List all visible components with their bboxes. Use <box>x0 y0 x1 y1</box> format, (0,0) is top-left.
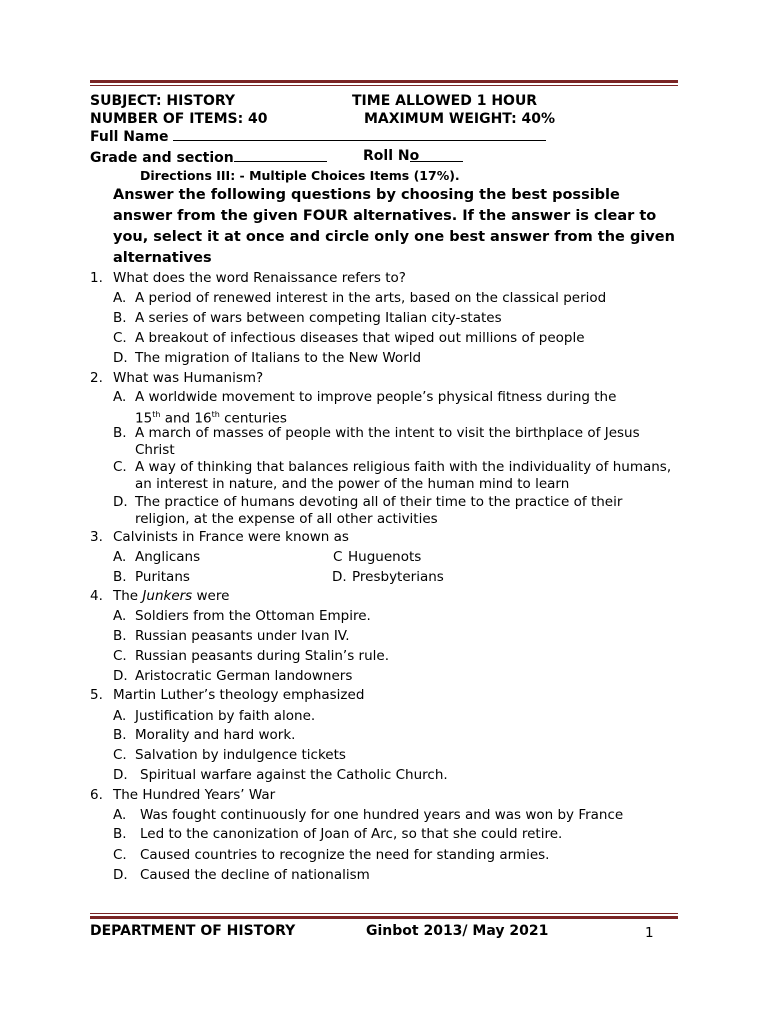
question-number: 6. <box>90 787 103 803</box>
page-number: 1 <box>645 925 654 941</box>
question-number: 3. <box>90 529 103 545</box>
question-number: 1. <box>90 270 103 286</box>
option-letter[interactable]: A. <box>113 708 127 724</box>
option-text: Spiritual warfare against the Catholic Church. <box>140 767 448 783</box>
option-text: A march of masses of people with the intent to visit the birthplace of Jesus Christ <box>135 425 640 458</box>
option-letter[interactable]: A. <box>113 807 127 823</box>
option-letter[interactable]: B. <box>113 727 127 743</box>
grade-field[interactable] <box>234 148 327 162</box>
option-text: Soldiers from the Ottoman Empire. <box>135 608 371 624</box>
option-letter[interactable]: D. <box>113 668 128 684</box>
option-text: The migration of Italians to the New World <box>135 350 422 366</box>
option-letter[interactable]: C. <box>113 847 127 863</box>
full-name-label: Full Name <box>90 129 174 145</box>
option-text: Salvation by indulgence tickets <box>135 747 346 763</box>
option-text: Anglicans <box>135 549 201 565</box>
max-weight-label: MAXIMUM WEIGHT: 40% <box>364 111 556 127</box>
full-name-field[interactable] <box>173 127 546 141</box>
option-letter[interactable]: A. <box>113 549 127 565</box>
question-number: 2. <box>90 370 103 386</box>
time-allowed-label: TIME ALLOWED 1 HOUR <box>352 93 538 109</box>
bottom-rule <box>90 913 678 919</box>
option-letter[interactable]: B. <box>113 569 127 585</box>
option-letter[interactable]: B. <box>113 310 127 326</box>
option-letter[interactable]: B. <box>113 628 127 644</box>
directions: Directions III: - Multiple Choices Items (17%). <box>140 168 460 183</box>
footer-date: Ginbot 2013/ May 2021 <box>366 923 549 939</box>
question-text: Martin Luther’s theology emphasized <box>113 687 365 703</box>
option-text: Puritans <box>135 569 190 585</box>
option-letter[interactable]: D. <box>113 350 128 366</box>
option-text: Led to the canonization of Joan of Arc, so that she could retire. <box>140 826 563 842</box>
option-letter[interactable]: D. <box>113 767 128 783</box>
option-text: Huguenots <box>348 549 422 565</box>
option-letter[interactable]: A. <box>113 608 127 624</box>
roll-field[interactable]: o <box>410 148 464 162</box>
subject-label: SUBJECT: HISTORY <box>90 93 236 109</box>
option-text: Was fought continuously for one hundred years and was won by France <box>140 807 624 823</box>
question-text: The Junkers were <box>113 588 230 604</box>
option-text: A series of wars between competing Italian city-states <box>135 310 502 326</box>
option-letter[interactable]: D. <box>332 569 347 585</box>
grade-label: Grade and section <box>90 150 234 166</box>
footer-department: DEPARTMENT OF HISTORY <box>90 923 296 939</box>
question-number: 4. <box>90 588 103 604</box>
option-letter[interactable]: C. <box>113 459 127 475</box>
option-text: Aristocratic German landowners <box>135 668 353 684</box>
instructions: Answer the following questions by choosing the best possible answer from the given FOUR alternatives. If the answer is clear to you, select it at once and circle only one best answer from the given alternatives <box>113 187 675 266</box>
option-text: Presbyterians <box>352 569 444 585</box>
question-text: What was Humanism? <box>113 370 264 386</box>
option-letter[interactable]: C <box>333 549 343 565</box>
option-text: The practice of humans devoting all of their time to the practice of their religion, at the expense of all other activities <box>135 494 623 527</box>
option-letter[interactable]: C. <box>113 330 127 346</box>
question-number: 5. <box>90 687 103 703</box>
num-items-label: NUMBER OF ITEMS: 40 <box>90 111 268 127</box>
option-text: A worldwide movement to improve people’s physical fitness during the 15th and 16th centuries <box>135 389 617 427</box>
roll-label: Roll N <box>363 148 410 164</box>
question-text: Calvinists in France were known as <box>113 529 349 545</box>
question-text: What does the word Renaissance refers to? <box>113 270 406 286</box>
question-text: The Hundred Years’ War <box>113 787 276 803</box>
option-text: A breakout of infectious diseases that wiped out millions of people <box>135 330 585 346</box>
option-text: Russian peasants under Ivan IV. <box>135 628 350 644</box>
option-letter[interactable]: B. <box>113 425 127 441</box>
option-letter[interactable]: A. <box>113 290 127 306</box>
option-text: A period of renewed interest in the arts, based on the classical period <box>135 290 607 306</box>
option-text: A way of thinking that balances religious faith with the individuality of humans, an interest in nature, and the power of the human mind to learn <box>135 459 672 492</box>
option-text: Morality and hard work. <box>135 727 296 743</box>
option-text: Caused the decline of nationalism <box>140 867 370 883</box>
option-letter[interactable]: D. <box>113 494 128 510</box>
full-name-row <box>90 127 546 145</box>
option-letter[interactable]: C. <box>113 648 127 664</box>
option-letter[interactable]: C. <box>113 747 127 763</box>
option-letter[interactable]: B. <box>113 826 127 842</box>
option-text: Russian peasants during Stalin’s rule. <box>135 648 390 664</box>
option-text: Justification by faith alone. <box>135 708 316 724</box>
option-letter[interactable]: A. <box>113 389 127 405</box>
grade-row <box>90 148 327 166</box>
option-text: Caused countries to recognize the need for standing armies. <box>140 847 550 863</box>
top-rule <box>90 80 678 86</box>
option-letter[interactable]: D. <box>113 867 128 883</box>
roll-row <box>363 148 463 164</box>
